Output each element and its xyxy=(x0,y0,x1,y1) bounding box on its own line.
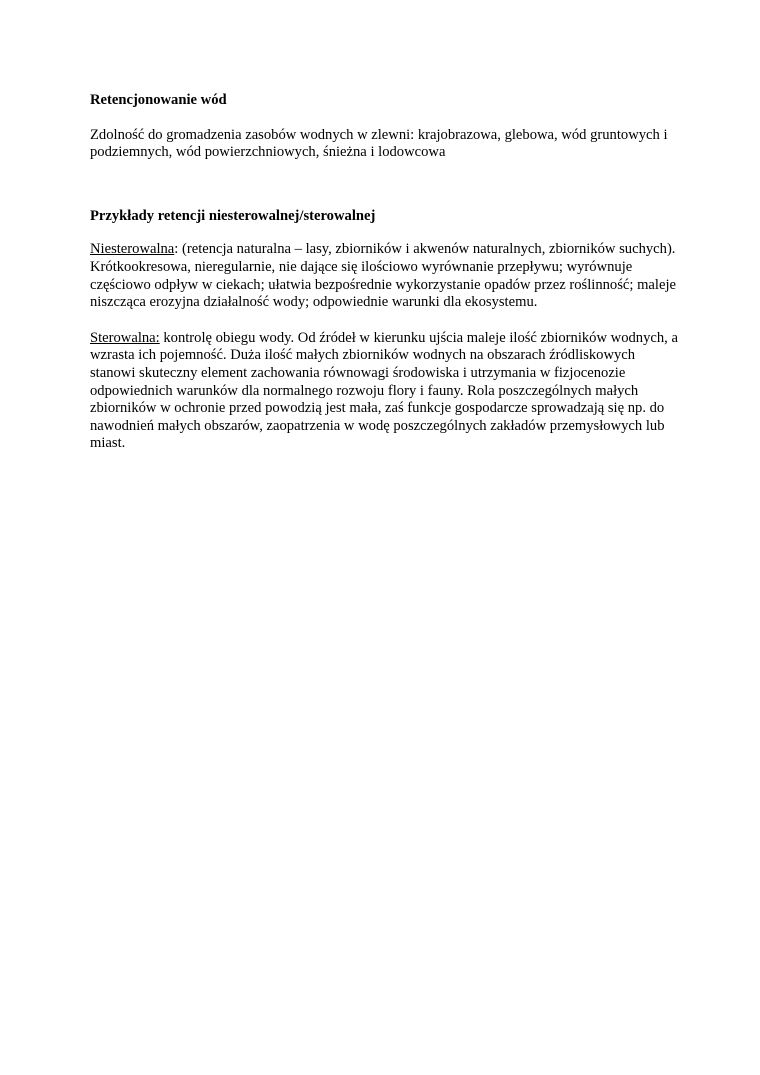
document-page xyxy=(90,92,680,453)
spacer xyxy=(90,225,680,241)
niesterowalna-paragraph xyxy=(90,241,680,311)
niesterowalna-term: Niesterowalna xyxy=(90,241,175,258)
niesterowalna-text: : (retencja naturalna – lasy, zbiorników i akwenów naturalnych, zbiorników suchych). Krótkookresowa, nieregularnie, nie dające się ilościowo wyrównanie przepływu; wyrównuje częściowo odpływ w ciekach; ułatwia bezpośrednie wykorzystanie opadów przez roślinność; maleje niszcząca erozyjna działalność wody; odpowiednie warunki dla ekosystemu. xyxy=(90,241,676,311)
spacer xyxy=(90,162,680,208)
section-heading-przyklady: Przykłady retencji niesterowalnej/sterowalnej xyxy=(90,207,376,224)
section-heading-retencjonowanie: Retencjonowanie wód xyxy=(90,92,227,108)
sterowalna-paragraph xyxy=(90,330,680,453)
spacer xyxy=(90,312,680,330)
sterowalna-term: Sterowalna: xyxy=(90,329,160,346)
spacer xyxy=(90,110,680,127)
sterowalna-text: kontrolę obiegu wody. Od źródeł w kierunku ujścia maleje ilość zbiorników wodnych, a wzrasta ich pojemność. Duża ilość małych zbiorników wodnych na obszarach źródliskowych stanowi skuteczny element zachowania równowagi środowiska i utrzymania w fizjocenozie odpowiednich warunków dla normalnego rozwoju flory i fauny. Rola poszczególnych małych zbiorników w ochronie przed powodzią jest mała, zaś funkcje gospodarcze sprowadzają się np. do nawodnień małych obszarów, zaopatrzenia w wodę poszczególnych zakładów przemysłowych lub miast. xyxy=(90,329,678,452)
definition-paragraph: Zdolność do gromadzenia zasobów wodnych w zlewni: krajobrazowa, glebowa, wód gruntowych i podziemnych, wód powierzchniowych, śnieżna i lodowcowa xyxy=(90,126,668,161)
